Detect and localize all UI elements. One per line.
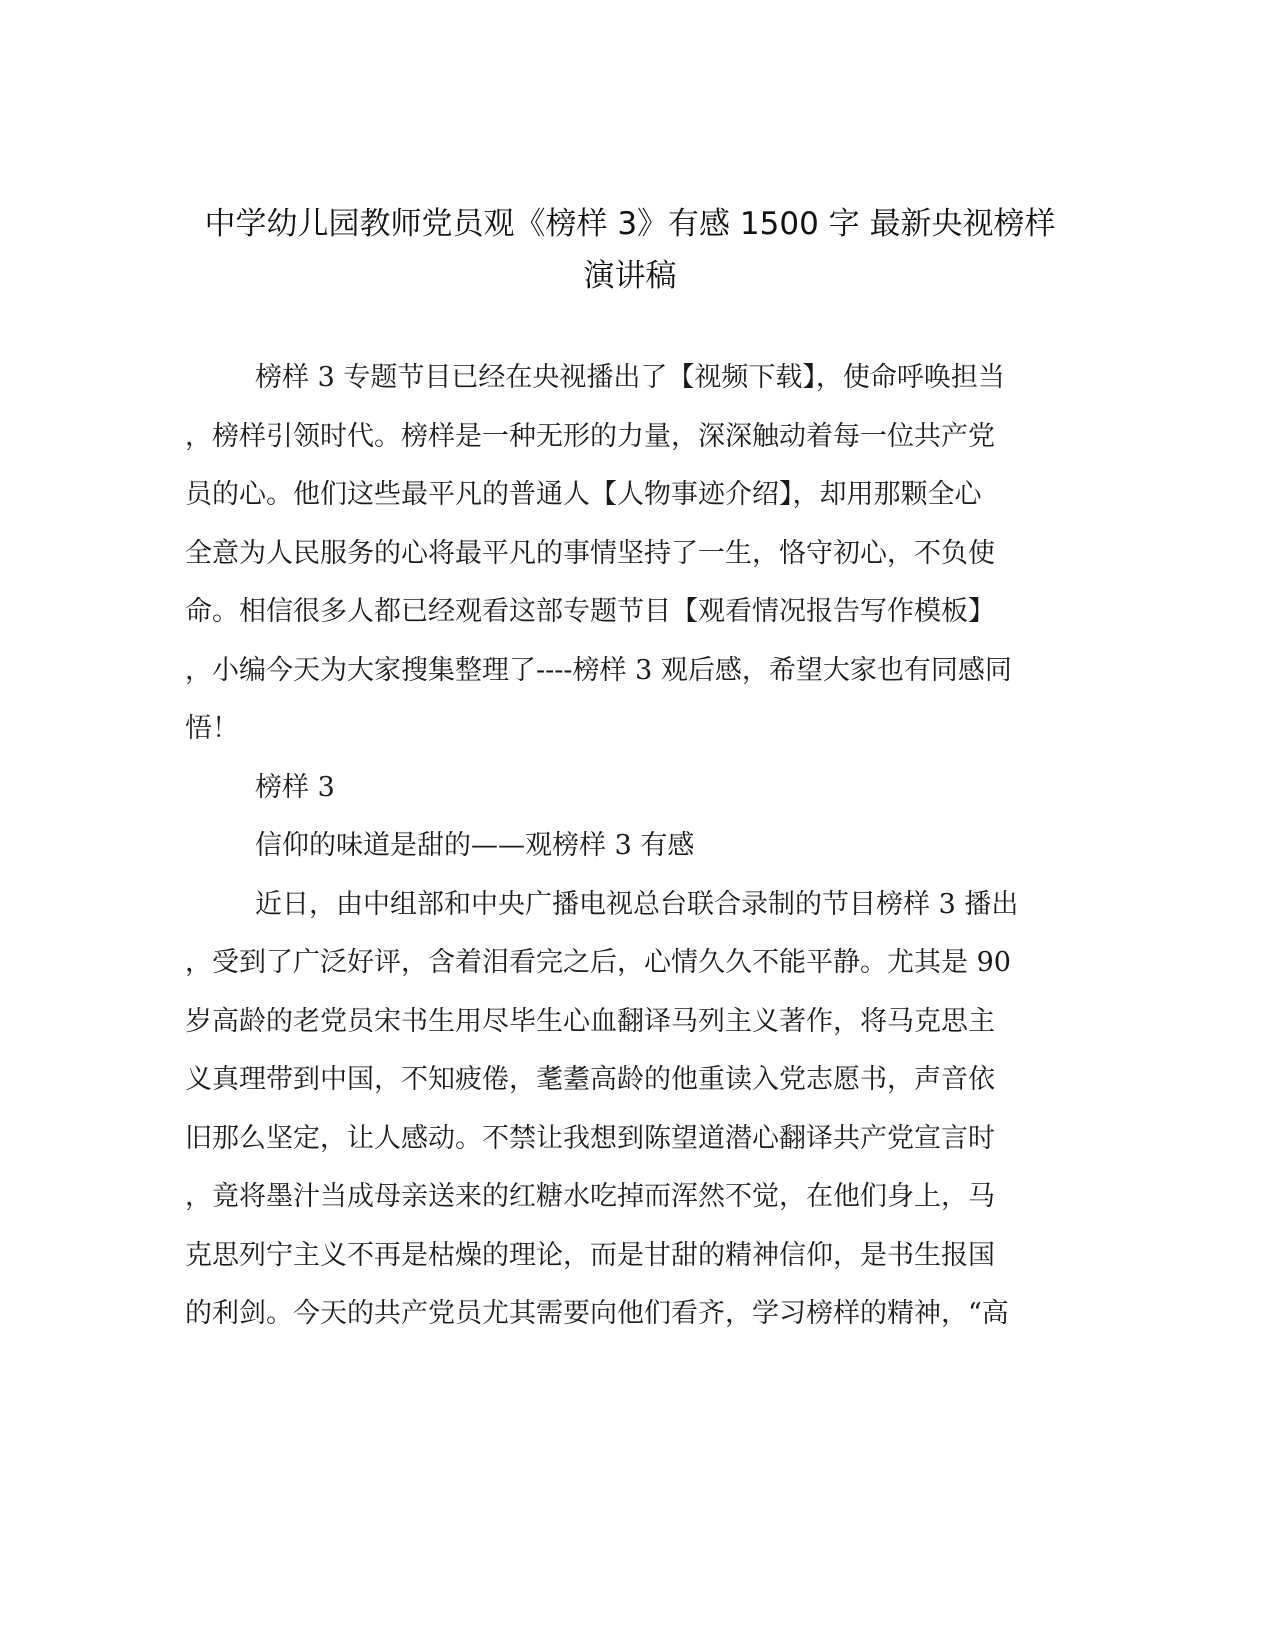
document-title: [150, 198, 1110, 302]
body-line: ，榜样引领时代。榜样是一种无形的力量，深深触动着每一位共产党: [185, 421, 995, 452]
body-line: 员的心。他们这些最平凡的普通人【人物事迹介绍】，却用那颗全心: [185, 479, 982, 510]
body-line: 义真理带到中国，不知疲倦，耄耋高龄的他重读入党志愿书，声音依: [185, 1064, 995, 1095]
body-line: ，竟将墨汁当成母亲送来的红糖水吃掉而浑然不觉，在他们身上，马: [185, 1181, 995, 1212]
body-line: ，受到了广泛好评，含着泪看完之后，心情久久不能平静。尤其是 90: [185, 947, 1011, 978]
article-subtitle: 信仰的味道是甜的——观榜样 3 有感: [255, 830, 695, 861]
body-line: 旧那么坚定，让人感动。不禁让我想到陈望道潜心翻译共产党宣言时: [185, 1123, 995, 1154]
title-line-2: 演讲稿: [583, 258, 677, 294]
body-line: 克思列宁主义不再是枯燥的理论，而是甘甜的精神信仰，是书生报国: [185, 1240, 995, 1271]
body-line: 近日，由中组部和中央广播电视总台联合录制的节目榜样 3 播出: [255, 889, 1019, 920]
body-line: 命。相信很多人都已经观看这部专题节目【观看情况报告写作模板】: [185, 596, 995, 627]
body-line: 榜样 3 专题节目已经在央视播出了【视频下载】，使命呼唤担当: [255, 362, 1005, 393]
body-line: 悟！: [185, 713, 239, 744]
section-heading: 榜样 3: [255, 772, 335, 803]
body-line: ，小编今天为大家搜集整理了----榜样 3 观后感，希望大家也有同感同: [185, 655, 1012, 686]
body-line: 岁高龄的老党员宋书生用尽毕生心血翻译马列主义著作，将马克思主: [185, 1006, 995, 1037]
body-line: 全意为人民服务的心将最平凡的事情坚持了一生，恪守初心，不负使: [185, 538, 995, 569]
title-line-1: 中学幼儿园教师党员观《榜样 3》有感 1500 字 最新央视榜样: [204, 206, 1056, 242]
body-line: 的利剑。今天的共产党员尤其需要向他们看齐，学习榜样的精神，“高: [185, 1298, 1009, 1329]
